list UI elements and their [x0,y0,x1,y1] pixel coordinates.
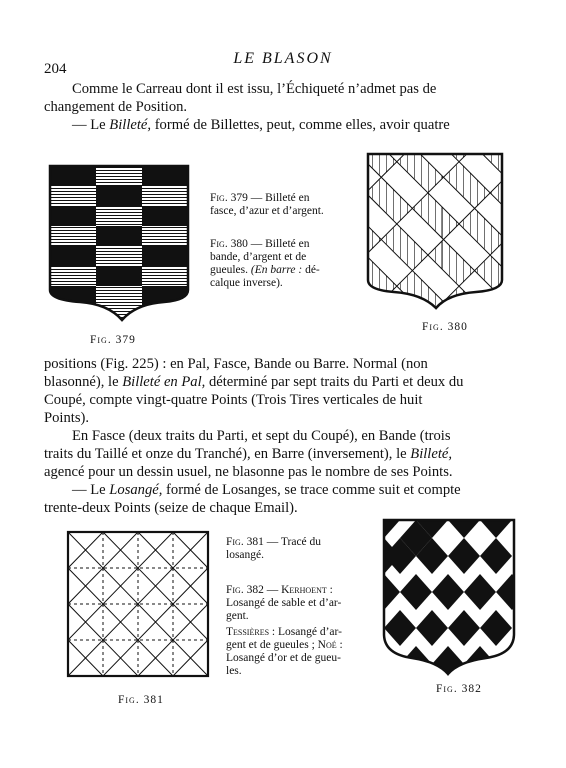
fig-381-label: Fig. 381 [118,694,164,706]
running-title: LE BLASON [233,50,333,67]
para2-line4: Points). [44,410,90,426]
para2-line7: agencé pour un dessin usuel, ne blasonne pas le nombre de ses Points. [44,464,453,480]
caption-380: Fig. 380 — Billeté en bande, d’argent et de gueules. (En barre : dé- calque inverse). [210,238,320,289]
para1-line3: — Le Billeté, formé de Billettes, peut, comme elles, avoir quatre [72,117,450,133]
caption-tessieres: Tessières : Losangé d’ar- gent et de gueules ; Noé : Losangé d’or et de gueu- les. [226,626,343,677]
shield-382-figure [378,514,524,680]
shield-380-billets [362,148,522,318]
caption-381: Fig. 381 — Tracé du losangé. [226,536,322,561]
para2-line5: En Fasce (deux traits du Parti, et sept du Coupé), en Bande (trois [72,428,451,444]
fig-382-label: Fig. 382 [436,683,482,695]
para2-line9: trente-deux Points (seize de chaque Email). [44,500,298,516]
fig-380-label: Fig. 380 [422,321,468,333]
para2-line3: Coupé, compte vingt-quatre Points (Trois Tires verticales de huit [44,392,423,408]
fig-379-label: Fig. 379 [90,334,136,346]
para2-line8: — Le Losangé, formé de Losanges, se trace comme suit et compte [72,482,461,498]
para1-line1: Comme le Carreau dont il est issu, l’Échiqueté n’admet pas de [72,81,437,97]
caption-382: Fig. 382 — Kerhoent : Losangé de sable et d’ar- gent. [226,584,342,622]
para2-line2: blasonné), le Billeté en Pal, déterminé par sept traits du Parti et deux du [44,374,464,390]
shield-380-figure [362,148,522,318]
para2-line6: traits du Taillé et onze du Tranché), en Barre (inversement), le Billeté, [44,446,453,462]
shield-379-figure [44,160,204,330]
para2-line1: positions (Fig. 225) : en Pal, Fasce, Bande ou Barre. Normal (non [44,356,428,372]
fig-381-lozenge-construction [64,528,214,680]
page-number: 204 [44,61,67,77]
shield-379-billets [44,160,204,330]
caption-379: Fig. 379 — Billeté en fasce, d’azur et d’argent. [210,192,324,217]
para1-line2: changement de Position. [44,99,188,115]
